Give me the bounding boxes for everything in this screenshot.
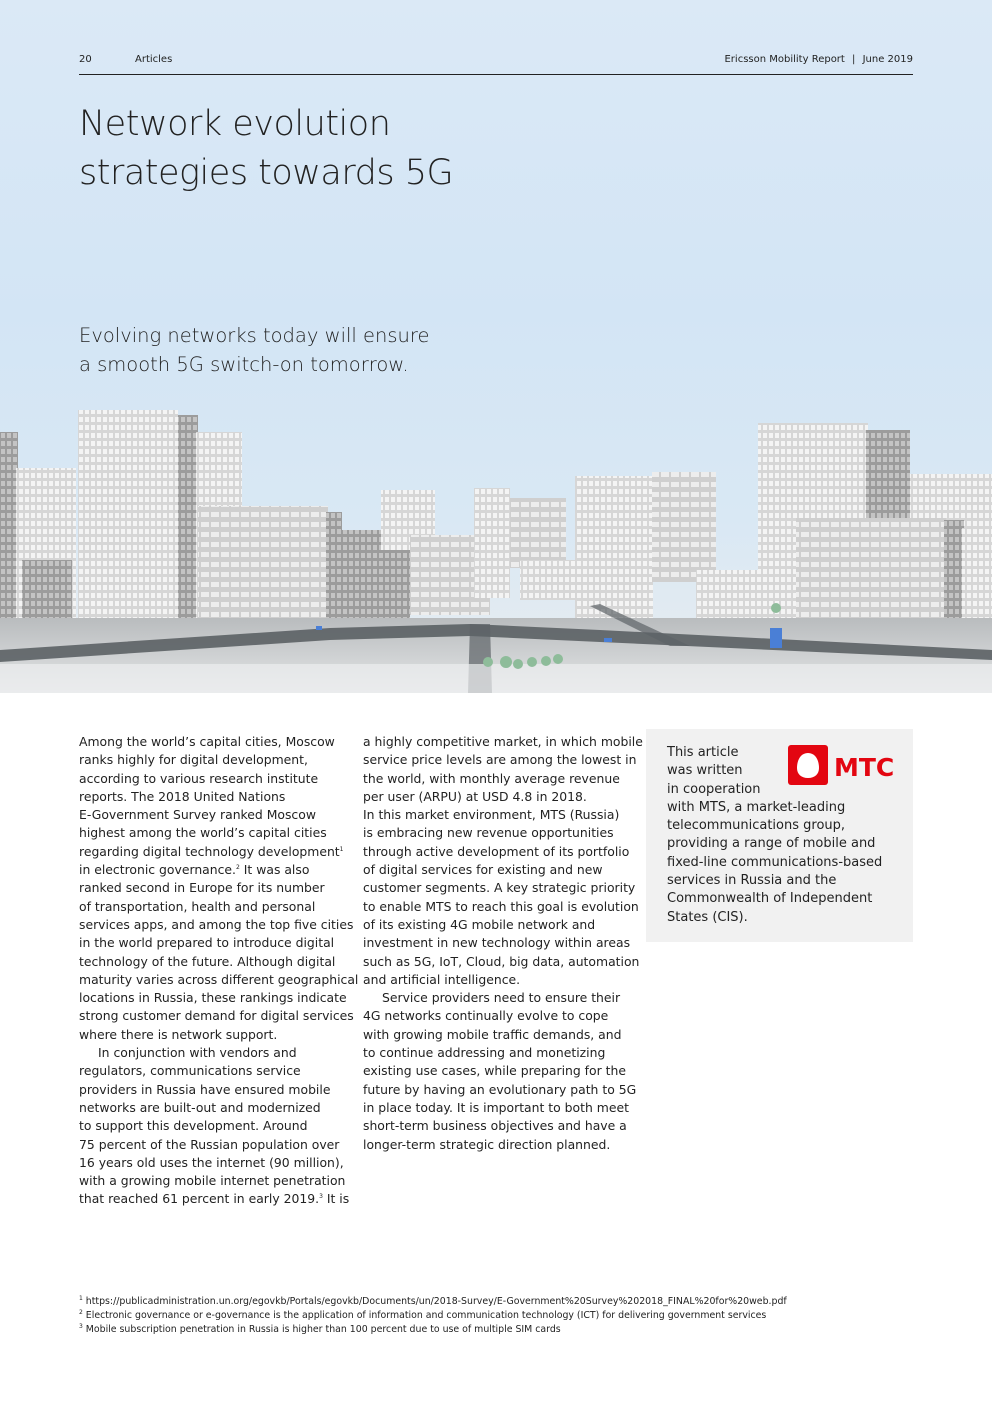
footnote-2: $^2$ Electronic governance or e-governance is the application of information and communication technology (ICT) for delivering government services	[79, 1308, 767, 1321]
cooperation-sidebar	[646, 729, 913, 942]
line-with-ref: regarding digital technology development$^1$	[79, 843, 344, 859]
publication-title: Ericsson Mobility Report	[724, 54, 845, 65]
page-subtitle: Evolving networks today will ensure a smooth 5G switch-on tomorrow.	[79, 324, 430, 376]
publication-date: June 2019	[862, 54, 913, 65]
line-with-ref: in electronic governance.$^2$ It was also	[79, 862, 310, 878]
page-title: Network evolution strategies towards 5G	[79, 104, 454, 193]
footnote-link[interactable]: https://publicadministration.un.org/egovkb/Portals/egovkb/Documents/un/2018-Survey/E-Government%20Survey%202018_FINAL%20for%20web.pdf	[82, 1296, 787, 1307]
line-with-ref: that reached 61 percent in early 2019.$^3$ It is	[79, 1191, 350, 1207]
footnote-ref-1[interactable]: 1	[339, 845, 344, 853]
footnote-ref-3[interactable]: 3	[319, 1193, 323, 1201]
mts-logo	[788, 745, 898, 785]
footnote-3: $^3$ Mobile subscription penetration in Russia is higher than 100 percent due to use of multiple SIM cards	[79, 1322, 561, 1335]
publication-info	[724, 54, 913, 65]
header-separator: |	[852, 54, 856, 65]
body-column-1: Among the world’s capital cities, Moscow ranks highly for digital development, according to various research institute reports. The 2018 United Nations E-Government Survey ranked Moscow highest among the world’s capital cities regarding digital technology development$^1$ in electronic governance.$^2$ It was also ranked second in Europe for its number of transportation, health and personal services apps, and among the top five cities in the world prepared to introduce digital technology of the future. Although digital maturity varies across different geographical locations in Russia, these rankings indicate strong customer demand for digital services where there is network support. In conjunction with vendors and regulators, communications service providers in Russia have ensured mobile networks are built-out and modernized to support this development. Around 75 percent of the Russian population over 16 years old uses the internet (90 million), with a growing mobile internet penetration that reached 61 percent in early 2019.$^3$ It is	[79, 733, 344, 1209]
page-number: 20	[79, 54, 92, 65]
footnote-ref-2[interactable]: 2	[236, 863, 240, 871]
section-label: Articles	[135, 54, 173, 65]
mts-logo-text: МТС	[834, 753, 895, 782]
footnote-1: $^1$ https://publicadministration.un.org/egovkb/Portals/egovkb/Documents/un/2018-Survey/E-Government%20Survey%202018_FINAL%20for%20web.pdf	[79, 1294, 787, 1307]
header-rule	[79, 74, 913, 75]
footnotes	[79, 1295, 787, 1337]
sidebar-text: This article was written in cooperation with MTS, a market-leading telecommunications group, providing a range of mobile and fixed-line communications-based services in Russia and the Commonwealth of Independent States (CIS).	[667, 745, 883, 925]
body-column-2: a highly competitive market, in which mobile service price levels are among the lowest in the world, with monthly average revenue per user (ARPU) at USD 4.8 in 2018. In this market environment, MTS (Russia) is embracing new revenue opportunities through active development of its portfolio of digital services for existing and new customer segments. A key strategic priority to enable MTS to reach this goal is evolution of its existing 4G mobile network and investment in new technology within areas such as 5G, IoT, Cloud, big data, automation and artificial intelligence. Service providers need to ensure their 4G networks continually evolve to cope with growing mobile traffic demands, and to continue addressing and monetizing existing use cases, while preparing for the future by having an evolutionary path to 5G in place today. It is important to both meet short-term business objectives and have a longer-term strategic direction planned.	[363, 734, 643, 1152]
